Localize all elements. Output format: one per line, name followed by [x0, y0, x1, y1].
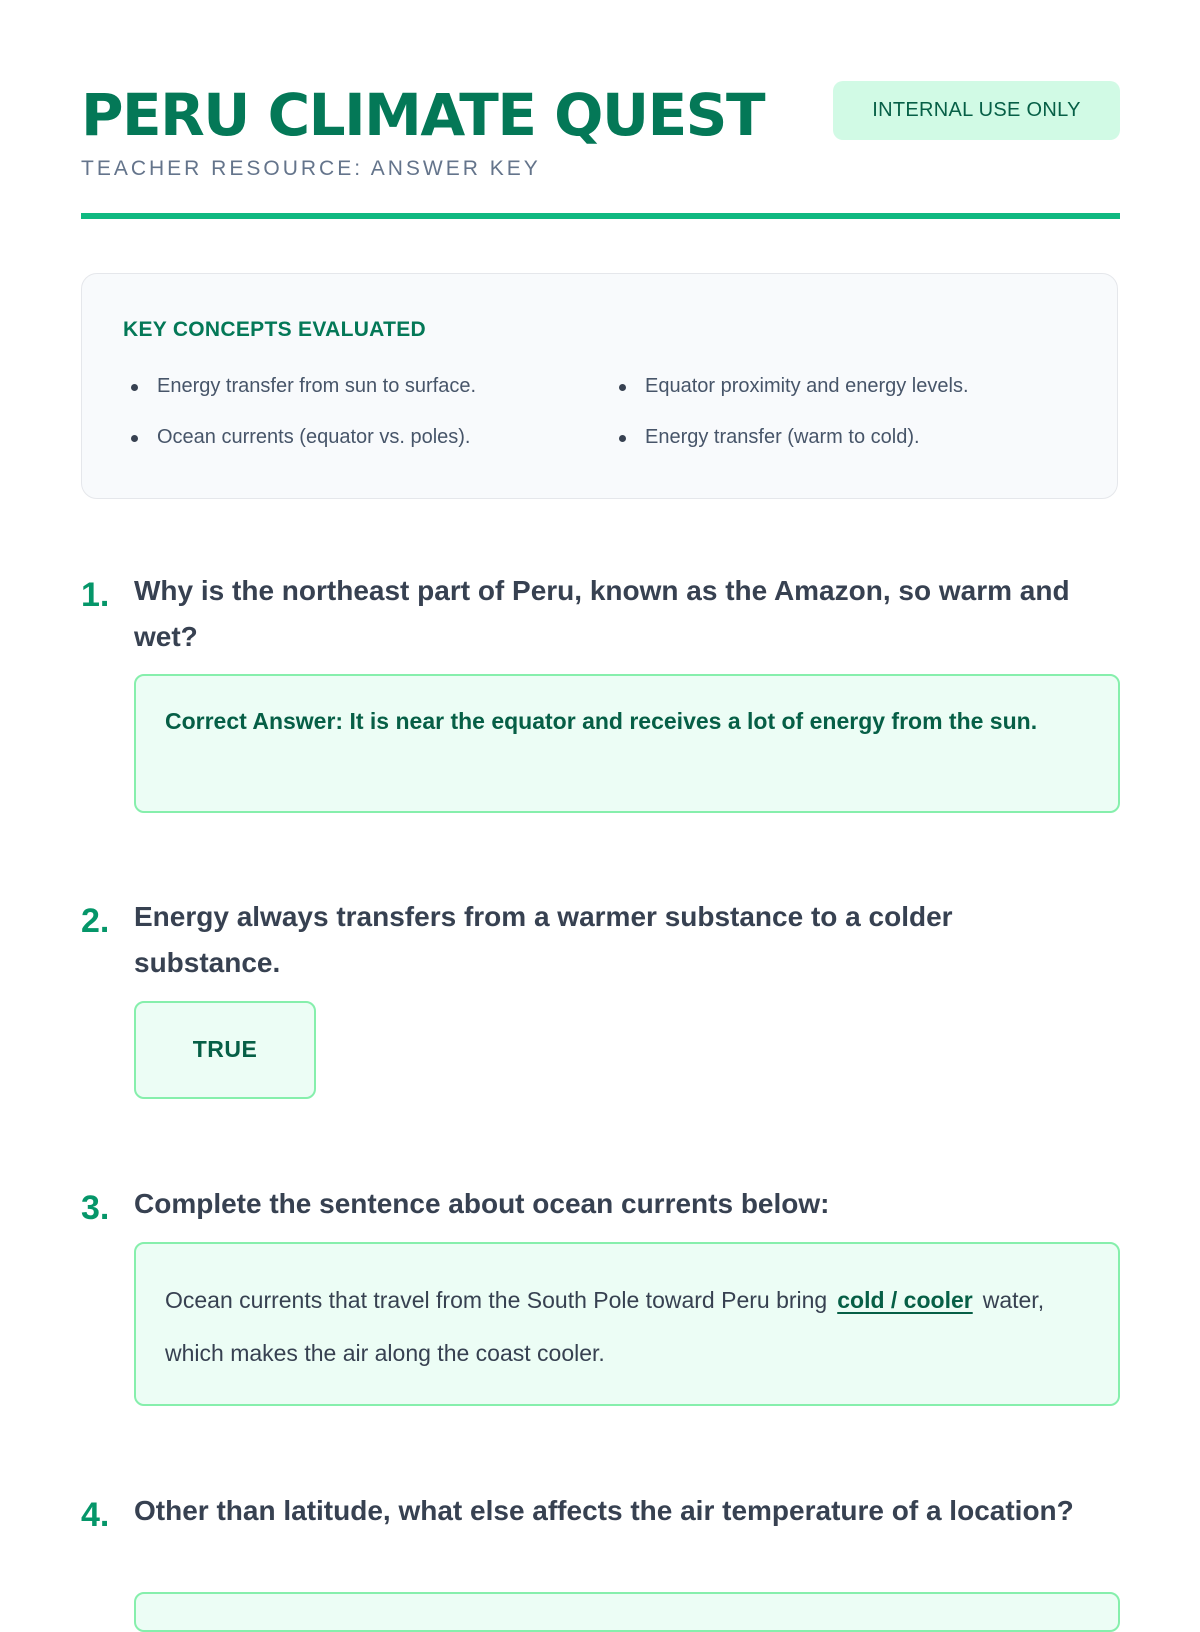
question-number: 1. — [81, 576, 110, 614]
question-text: Complete the sentence about ocean currents below: — [134, 1188, 830, 1219]
header-divider — [81, 213, 1120, 219]
answer-box — [134, 674, 1120, 813]
filled-blank: cold / cooler — [837, 1287, 973, 1313]
key-concepts-heading: KEY CONCEPTS EVALUATED — [123, 318, 426, 341]
fill-in-sentence — [165, 1274, 1065, 1380]
page-title: PERU CLIMATE QUEST — [81, 81, 765, 149]
concept-item: Energy transfer from sun to surface. — [123, 373, 476, 399]
question-number: 4. — [81, 1496, 110, 1534]
internal-use-badge: INTERNAL USE ONLY — [833, 81, 1120, 140]
sentence-before: Ocean currents that travel from the South Pole toward Peru bring — [165, 1287, 828, 1313]
concept-item: Ocean currents (equator vs. poles). — [123, 424, 470, 450]
fill-in-answer-box — [134, 1242, 1120, 1406]
concept-item: Equator proximity and energy levels. — [611, 373, 969, 399]
question-text: Why is the northeast part of Peru, known as the Amazon, so warm and wet? — [134, 575, 1070, 652]
correct-answer-text: Correct Answer: It is near the equator and receives a lot of energy from the sun. — [165, 708, 1038, 734]
page-subtitle: TEACHER RESOURCE: ANSWER KEY — [81, 157, 541, 180]
true-false-answer: TRUE — [134, 1001, 316, 1099]
question-text: Energy always transfers from a warmer substance to a colder substance. — [134, 901, 953, 978]
question-number: 2. — [81, 902, 110, 940]
concept-item: Energy transfer (warm to cold). — [611, 424, 920, 450]
answer-key-page — [81, 0, 1120, 1534]
question-number: 3. — [81, 1189, 110, 1227]
answer-box — [134, 1592, 1120, 1632]
question-text: Other than latitude, what else affects the air temperature of a location? — [134, 1495, 1074, 1526]
page-header — [81, 0, 1120, 220]
sentence-after: water, which makes the air along the coast cooler. — [165, 1287, 1045, 1366]
